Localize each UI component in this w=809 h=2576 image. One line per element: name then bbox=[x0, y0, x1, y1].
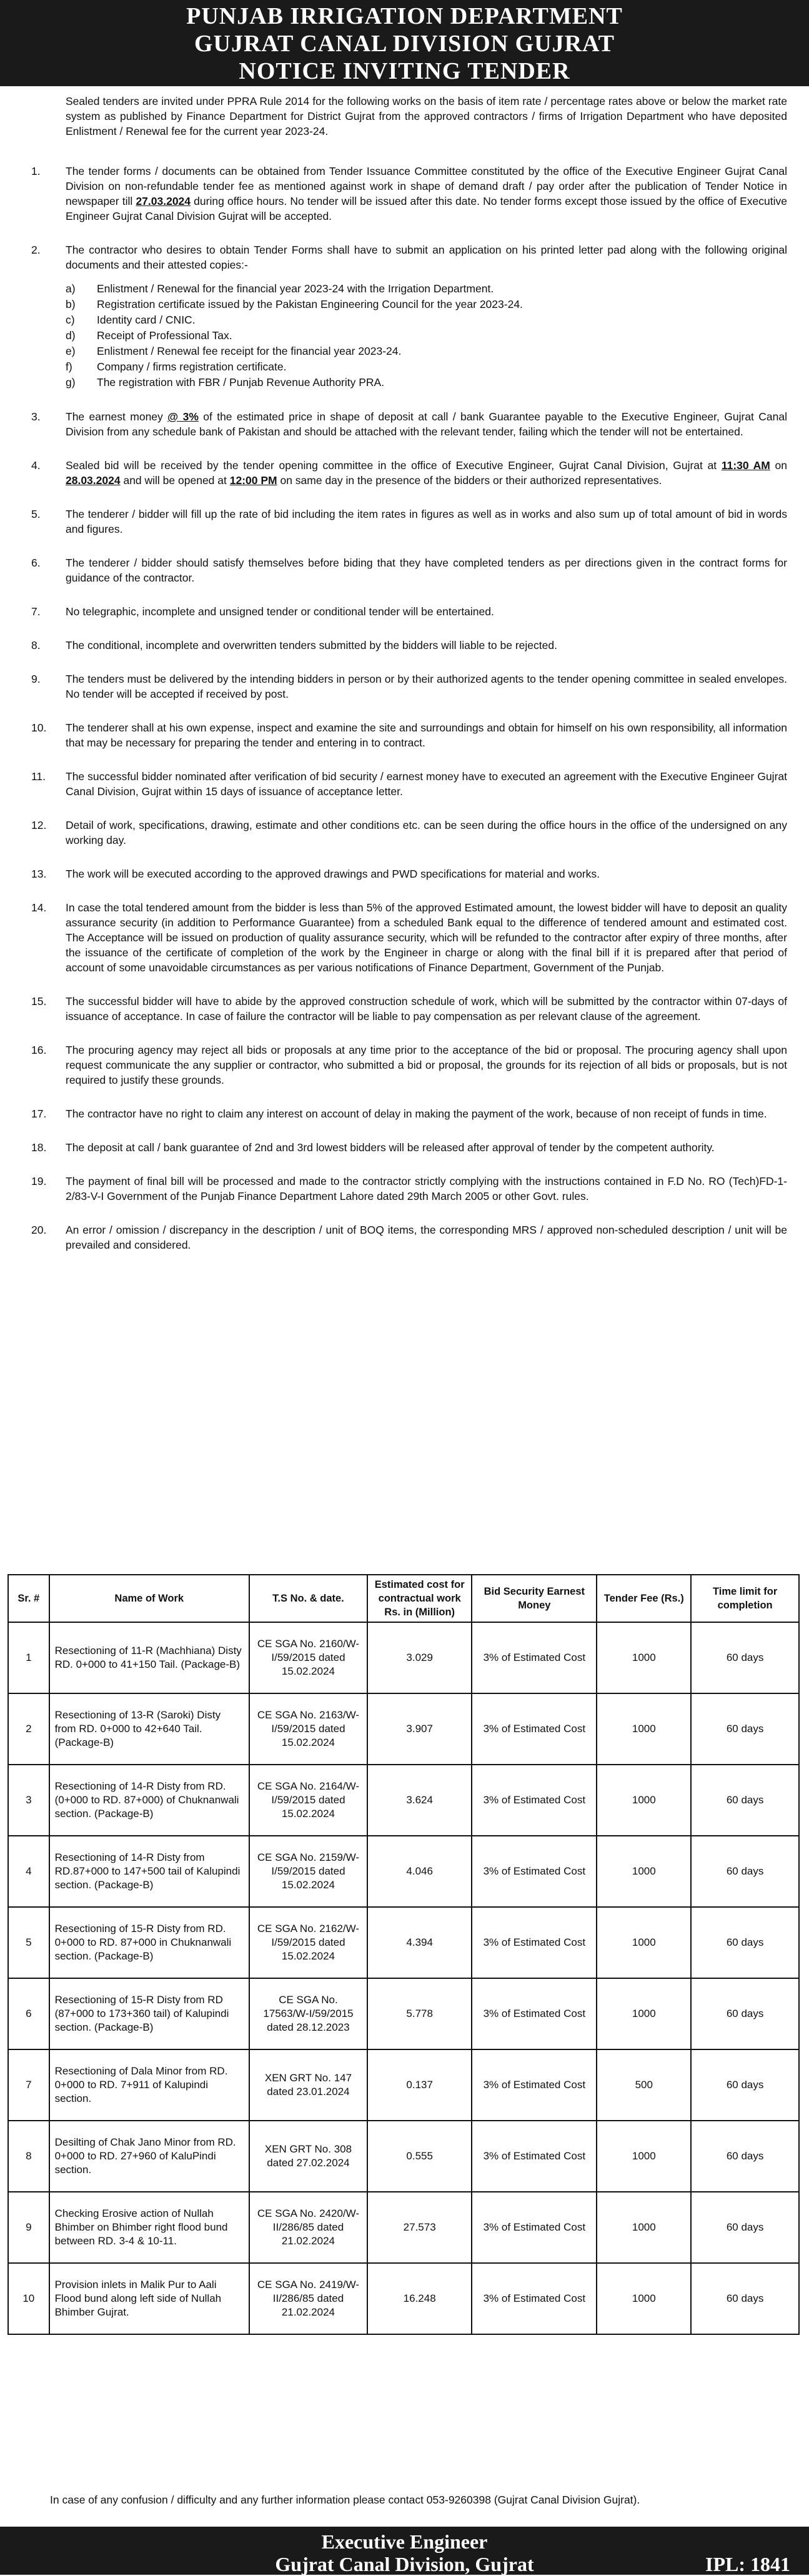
condition-text bbox=[66, 866, 787, 881]
cell-time: 60 days bbox=[691, 1836, 799, 1907]
condition-number: 19. bbox=[31, 1175, 47, 1187]
col-bid-security: Bid Security Earnest Money bbox=[472, 1575, 597, 1622]
document-text: Enlistment / Renewal fee receipt for the financial year 2023-24. bbox=[97, 345, 402, 357]
condition-number: 18. bbox=[31, 1141, 47, 1154]
condition-text bbox=[66, 1140, 787, 1155]
condition-item bbox=[31, 671, 787, 701]
text-span: An error / omission / discrepancy in the description / unit of BOQ items, the corresponding MRS / approved non-scheduled description / unit will be prevailed and considered. bbox=[66, 1224, 787, 1251]
cell-cost: 3.029 bbox=[367, 1622, 472, 1693]
cell-bid: 3% of Estimated Cost bbox=[472, 1622, 597, 1693]
condition-number: 7. bbox=[31, 605, 41, 618]
cell-ts: CE SGA No. 2164/W-I/59/2015 dated 15.02.2024 bbox=[249, 1765, 367, 1836]
cell-ts: CE SGA No. 2159/W-I/59/2015 dated 15.02.2024 bbox=[249, 1836, 367, 1907]
cell-cost: 0.137 bbox=[367, 2049, 472, 2121]
condition-text bbox=[66, 818, 787, 848]
document-letter: c) bbox=[66, 314, 75, 326]
cell-cost: 16.248 bbox=[367, 2263, 472, 2334]
condition-text bbox=[66, 242, 787, 390]
document-letter: g) bbox=[66, 376, 76, 389]
document-text: Enlistment / Renewal for the financial year 2023-24 with the Irrigation Department. bbox=[97, 282, 494, 295]
condition-item bbox=[31, 409, 787, 439]
condition-item bbox=[31, 866, 787, 881]
table-row bbox=[8, 2192, 799, 2263]
underlined-text: 12:00 PM bbox=[229, 474, 277, 487]
condition-text bbox=[66, 409, 787, 439]
cell-name: Resectioning of 15-R Disty from RD (87+000 to 173+360 tail) of Kalupindi section. (Package-B) bbox=[49, 1978, 249, 2049]
cell-fee: 1000 bbox=[597, 2263, 691, 2334]
cell-ts: XEN GRT No. 308 dated 27.02.2024 bbox=[249, 2121, 367, 2192]
text-span: Sealed bid will be received by the tender opening committee in the office of Executive Engineer, Gujrat Canal Division, Gujrat at bbox=[66, 459, 722, 472]
document-item bbox=[66, 359, 787, 375]
condition-number: 1. bbox=[31, 165, 41, 177]
cell-name: Resectioning of 14-R Disty from RD. (0+000 to RD. 87+000) of Chuknanwali section. (Package-B) bbox=[49, 1765, 249, 1836]
condition-text bbox=[66, 720, 787, 750]
cell-sr: 4 bbox=[8, 1836, 49, 1907]
underlined-text: 27.03.2024 bbox=[136, 195, 191, 207]
text-span: The contractor have no right to claim any interest on account of delay in making the payment of the work, because of non receipt of funds in time. bbox=[66, 1107, 767, 1120]
col-tender-fee: Tender Fee (Rs.) bbox=[597, 1575, 691, 1622]
text-span: The tenderer / bidder will fill up the rate of bid including the item rates in figures as well as in works and also sum up of total amount of bid in words and figures. bbox=[66, 508, 787, 535]
cell-fee: 500 bbox=[597, 2049, 691, 2121]
condition-text bbox=[66, 769, 787, 799]
signatory-title: Executive Engineer bbox=[321, 2530, 488, 2553]
document-letter: b) bbox=[66, 298, 76, 310]
cell-sr: 9 bbox=[8, 2192, 49, 2263]
condition-text bbox=[66, 900, 787, 975]
table-header-row bbox=[8, 1575, 799, 1622]
text-span: The tenderer / bidder should satisfy themselves before biding that they have completed tenders as per directions given in the contract forms for guidance of the contractor. bbox=[66, 557, 787, 584]
condition-item bbox=[31, 818, 787, 848]
cell-sr: 1 bbox=[8, 1622, 49, 1693]
cell-ts: XEN GRT No. 147 dated 23.01.2024 bbox=[249, 2049, 367, 2121]
contact-note: In case of any confusion / difficulty and any further information please contact 053-9260398 (Gujrat Canal Division Gujrat). bbox=[50, 2494, 640, 2506]
document-item bbox=[66, 297, 787, 312]
cell-cost: 0.555 bbox=[367, 2121, 472, 2192]
condition-number: 8. bbox=[31, 639, 41, 651]
cell-name: Checking Erosive action of Nullah Bhimber on Bhimber right flood bund between RD. 3-4 & 10-11. bbox=[49, 2192, 249, 2263]
cell-sr: 8 bbox=[8, 2121, 49, 2192]
condition-text bbox=[66, 555, 787, 585]
cell-fee: 1000 bbox=[597, 1622, 691, 1693]
cell-fee: 1000 bbox=[597, 1693, 691, 1765]
condition-text bbox=[66, 458, 787, 488]
text-span: Detail of work, specifications, drawing, estimate and other conditions etc. can be seen during the office hours in the office of the undersigned on any working day. bbox=[66, 819, 787, 846]
condition-text bbox=[66, 1222, 787, 1252]
text-span: The tender forms / documents can be obtained from Tender Issuance Committee constituted by the office of the Executive Engineer Gujrat Canal Division on non-refundable tender fee as mentioned against work in shape of demand draft / pay order after the publication of Tender Notice in newspaper till bbox=[66, 165, 787, 207]
condition-number: 2. bbox=[31, 244, 41, 256]
cell-name: Provision inlets in Malik Pur to Aali Flood bund along left side of Nullah Bhimber Gujrat. bbox=[49, 2263, 249, 2334]
document-letter: f) bbox=[66, 360, 72, 373]
condition-item bbox=[31, 900, 787, 975]
signatory-office: Gujrat Canal Division, Gujrat bbox=[275, 2553, 534, 2575]
text-span: during office hours. No tender will be issued after this date. No tender forms except those issued by the office of Executive Engineer Gujrat Canal Division Gujrat will be accepted. bbox=[66, 195, 787, 222]
text-span: In case the total tendered amount from the bidder is less than 5% of the approved Estimated amount, the lowest bidder will have to deposit an quality assurance security (in addition to Performance Guarantee) from a scheduled Bank equal to the difference of tendered amount and estimated cost. The Acceptance will be issued on production of quality assurance security, which will be refunded to the contractor after expiry of three months, after the issuance of the certificate of completion of the work by the Engineer in charge or along with the final bill if it is prepared after that period of account of some unavoidable circumstances as per various notifications of Finance Department, Government of the Punjab. bbox=[66, 901, 787, 974]
document-item bbox=[66, 344, 787, 359]
condition-item bbox=[31, 1140, 787, 1155]
document-letter: d) bbox=[66, 329, 76, 342]
text-span: The deposit at call / bank guarantee of 2nd and 3rd lowest bidders will be released after approval of tender by the competent authority. bbox=[66, 1141, 715, 1154]
condition-text bbox=[66, 994, 787, 1024]
cell-time: 60 days bbox=[691, 2263, 799, 2334]
underlined-text: 11:30 AM bbox=[721, 459, 770, 472]
condition-number: 5. bbox=[31, 508, 41, 520]
document-text: Receipt of Professional Tax. bbox=[97, 329, 232, 342]
cell-bid: 3% of Estimated Cost bbox=[472, 2049, 597, 2121]
notice-header bbox=[0, 0, 809, 86]
text-span: The tenders must be delivered by the intending bidders in person or by their authorized agents to the tender opening committee in sealed envelopes. No tender will be accepted if received by post. bbox=[66, 673, 787, 700]
document-letter: e) bbox=[66, 345, 76, 357]
cell-time: 60 days bbox=[691, 1765, 799, 1836]
condition-item bbox=[31, 604, 787, 619]
condition-number: 12. bbox=[31, 819, 47, 831]
cell-fee: 1000 bbox=[597, 1978, 691, 2049]
col-ts-no: T.S No. & date. bbox=[249, 1575, 367, 1622]
text-span: The earnest money bbox=[66, 410, 168, 423]
cell-cost: 3.907 bbox=[367, 1693, 472, 1765]
cell-cost: 3.624 bbox=[367, 1765, 472, 1836]
cell-fee: 1000 bbox=[597, 2192, 691, 2263]
document-text: Identity card / CNIC. bbox=[97, 314, 196, 326]
condition-item bbox=[31, 769, 787, 799]
cell-ts: CE SGA No. 17563/W-I/59/2015 dated 28.12.2023 bbox=[249, 1978, 367, 2049]
text-span: The successful bidder nominated after verification of bid security / earnest money have to executed an agreement with the Executive Engineer Gujrat Canal Division, Gujrat within 15 days of issuance of acceptance letter. bbox=[66, 770, 787, 798]
table-body bbox=[8, 1622, 799, 2334]
condition-item bbox=[31, 507, 787, 537]
condition-number: 10. bbox=[31, 721, 47, 734]
underlined-text: 28.03.2024 bbox=[66, 474, 121, 487]
department-title: PUNJAB IRRIGATION DEPARTMENT bbox=[186, 3, 623, 29]
document-text: Registration certificate issued by the Pakistan Engineering Council for the year 2023-24. bbox=[97, 298, 523, 310]
cell-sr: 3 bbox=[8, 1765, 49, 1836]
text-span: on bbox=[770, 459, 787, 472]
col-name-of-work: Name of Work bbox=[49, 1575, 249, 1622]
cell-bid: 3% of Estimated Cost bbox=[472, 1907, 597, 1978]
notice-title: NOTICE INVITING TENDER bbox=[239, 58, 570, 84]
cell-bid: 3% of Estimated Cost bbox=[472, 2263, 597, 2334]
condition-number: 11. bbox=[31, 770, 46, 783]
text-span: on same day in the presence of the bidders or their authorized representatives. bbox=[277, 474, 662, 487]
text-span: The successful bidder will have to abide by the approved construction schedule of work, which will be submitted by the contractor within 07-days of issuance of acceptance. In case of failure the contractor will be liable to pay compensation as per relevant clause of the agreement. bbox=[66, 995, 787, 1023]
condition-item bbox=[31, 555, 787, 585]
table-row bbox=[8, 1622, 799, 1693]
cell-sr: 7 bbox=[8, 2049, 49, 2121]
condition-item bbox=[31, 638, 787, 653]
condition-text bbox=[66, 164, 787, 224]
ipl-number: IPL: 1841 bbox=[705, 2553, 790, 2575]
cell-name: Desilting of Chak Jano Minor from RD. 0+000 to RD. 27+960 of KaluPindi section. bbox=[49, 2121, 249, 2192]
cell-ts: CE SGA No. 2162/W-I/59/2015 dated 15.02.2024 bbox=[249, 1907, 367, 1978]
condition-number: 20. bbox=[31, 1224, 47, 1236]
text-span: The tenderer shall at his own expense, inspect and examine the site and surroundings and obtain for himself on his own responsibility, all information that may be necessary for preparing the tender and entering in to contract. bbox=[66, 721, 787, 749]
condition-item bbox=[31, 164, 787, 224]
document-text: The registration with FBR / Punjab Revenue Authority PRA. bbox=[97, 376, 385, 389]
table-row bbox=[8, 2263, 799, 2334]
cell-cost: 4.046 bbox=[367, 1836, 472, 1907]
condition-number: 17. bbox=[31, 1107, 47, 1120]
text-span: and will be opened at bbox=[120, 474, 230, 487]
text-span: The procuring agency may reject all bids or proposals at any time prior to the acceptance of the bid or proposal. The procuring agency shall upon request communicate the any supplier or contractor, who submitted a bid or proposal, the grounds for its rejection of all bids or proposals, but is not required to justify these grounds. bbox=[66, 1044, 787, 1086]
cell-sr: 6 bbox=[8, 1978, 49, 2049]
cell-bid: 3% of Estimated Cost bbox=[472, 2121, 597, 2192]
condition-text bbox=[66, 671, 787, 701]
signature-footer bbox=[0, 2527, 809, 2575]
cell-cost: 5.778 bbox=[367, 1978, 472, 2049]
document-item bbox=[66, 328, 787, 344]
cell-cost: 27.573 bbox=[367, 2192, 472, 2263]
col-estimated-cost: Estimated cost for contractual work Rs. in (Million) bbox=[367, 1575, 472, 1622]
conditions-list bbox=[31, 164, 787, 1252]
condition-item bbox=[31, 720, 787, 750]
cell-name: Resectioning of Dala Minor from RD. 0+000 to RD. 7+911 of Kalupindi section. bbox=[49, 2049, 249, 2121]
cell-fee: 1000 bbox=[597, 2121, 691, 2192]
cell-name: Resectioning of 15-R Disty from RD. 0+000 to RD. 87+000 in Chuknanwali section. (Package-B) bbox=[49, 1907, 249, 1978]
text-span: The conditional, incomplete and overwritten tenders submitted by the bidders will liable to be rejected. bbox=[66, 639, 557, 651]
cell-bid: 3% of Estimated Cost bbox=[472, 1693, 597, 1765]
condition-text bbox=[66, 1174, 787, 1204]
table-row bbox=[8, 1693, 799, 1765]
cell-time: 60 days bbox=[691, 1907, 799, 1978]
condition-text bbox=[66, 638, 787, 653]
table-row bbox=[8, 1765, 799, 1836]
col-sr: Sr. # bbox=[8, 1575, 49, 1622]
text-span: of the estimated price in shape of deposit at call / bank Guarantee payable to the Executive Engineer, Gujrat Canal Division from any schedule bank of Pakistan and should be attached with the relevant tender, failing which the tender will not be entertained. bbox=[66, 410, 788, 438]
notice-body bbox=[31, 94, 787, 1271]
cell-fee: 1000 bbox=[597, 1836, 691, 1907]
cell-sr: 5 bbox=[8, 1907, 49, 1978]
works-table bbox=[7, 1574, 800, 2335]
underlined-text: @ 3% bbox=[167, 410, 199, 423]
text-span: The payment of final bill will be processed and made to the contractor strictly complying with the instructions contained in F.D No. RO (Tech)FD-1-2/83-V-I Government of the Punjab Finance Department Lahore dated 29th March 2005 or other Govt. rules. bbox=[66, 1175, 787, 1202]
cell-time: 60 days bbox=[691, 2192, 799, 2263]
cell-cost: 4.394 bbox=[367, 1907, 472, 1978]
cell-ts: CE SGA No. 2163/W-I/59/2015 dated 15.02.2024 bbox=[249, 1693, 367, 1765]
condition-number: 14. bbox=[31, 901, 47, 914]
cell-sr: 2 bbox=[8, 1693, 49, 1765]
condition-item bbox=[31, 1174, 787, 1204]
table-row bbox=[8, 1836, 799, 1907]
condition-number: 4. bbox=[31, 459, 41, 472]
table-row bbox=[8, 2049, 799, 2121]
cell-fee: 1000 bbox=[597, 1907, 691, 1978]
col-time-limit: Time limit for completion bbox=[691, 1575, 799, 1622]
condition-number: 15. bbox=[31, 995, 47, 1008]
cell-bid: 3% of Estimated Cost bbox=[472, 1765, 597, 1836]
document-item bbox=[66, 281, 787, 297]
document-item bbox=[66, 312, 787, 328]
table-row bbox=[8, 1907, 799, 1978]
condition-item bbox=[31, 1106, 787, 1121]
cell-time: 60 days bbox=[691, 1978, 799, 2049]
document-letter: a) bbox=[66, 282, 76, 295]
condition-item bbox=[31, 1043, 787, 1087]
condition-text bbox=[66, 507, 787, 537]
cell-name: Resectioning of 14-R Disty from RD.87+000 to 147+500 tail of Kalupindi section. (Package-B) bbox=[49, 1836, 249, 1907]
cell-bid: 3% of Estimated Cost bbox=[472, 1836, 597, 1907]
condition-text bbox=[66, 1106, 787, 1121]
cell-ts: CE SGA No. 2160/W-I/59/2015 dated 15.02.2024 bbox=[249, 1622, 367, 1693]
required-documents-list bbox=[66, 281, 787, 390]
condition-item bbox=[31, 242, 787, 390]
cell-time: 60 days bbox=[691, 2049, 799, 2121]
cell-sr: 10 bbox=[8, 2263, 49, 2334]
cell-name: Resectioning of 11-R (Machhiana) Disty RD. 0+000 to 41+150 Tail. (Package-B) bbox=[49, 1622, 249, 1693]
table-row bbox=[8, 1978, 799, 2049]
cell-time: 60 days bbox=[691, 2121, 799, 2192]
condition-item bbox=[31, 994, 787, 1024]
document-item bbox=[66, 375, 787, 390]
condition-number: 3. bbox=[31, 410, 41, 423]
cell-ts: CE SGA No. 2420/W-II/286/85 dated 21.02.2024 bbox=[249, 2192, 367, 2263]
condition-text bbox=[66, 1043, 787, 1087]
condition-item bbox=[31, 1222, 787, 1252]
table-row bbox=[8, 2121, 799, 2192]
condition-text bbox=[66, 604, 787, 619]
cell-bid: 3% of Estimated Cost bbox=[472, 1978, 597, 2049]
document-text: Company / firms registration certificate. bbox=[97, 360, 287, 373]
condition-number: 9. bbox=[31, 673, 41, 685]
cell-time: 60 days bbox=[691, 1693, 799, 1765]
condition-number: 6. bbox=[31, 557, 41, 569]
division-title: GUJRAT CANAL DIVISION GUJRAT bbox=[194, 31, 615, 57]
condition-number: 16. bbox=[31, 1044, 47, 1056]
condition-item bbox=[31, 458, 787, 488]
text-span: The work will be executed according to the approved drawings and PWD specifications for material and works. bbox=[66, 868, 600, 880]
text-span: The contractor who desires to obtain Tender Forms shall have to submit an application on his printed letter pad along with the following original documents and their attested copies:- bbox=[66, 244, 787, 271]
cell-time: 60 days bbox=[691, 1622, 799, 1693]
cell-name: Resectioning of 13-R (Saroki) Disty from RD. 0+000 to 42+640 Tail. (Package-B) bbox=[49, 1693, 249, 1765]
cell-fee: 1000 bbox=[597, 1765, 691, 1836]
intro-paragraph: Sealed tenders are invited under PPRA Rule 2014 for the following works on the basis of item rate / percentage rates above or below the market rate system as published by Finance Department for District Gujrat from the approved contractors / firms of Irrigation Department who have deposited Enlistment / Renewal fee for the current year 2023-24. bbox=[66, 95, 787, 137]
cell-bid: 3% of Estimated Cost bbox=[472, 2192, 597, 2263]
text-span: No telegraphic, incomplete and unsigned tender or conditional tender will be entertained. bbox=[66, 605, 494, 618]
condition-number: 13. bbox=[31, 868, 47, 880]
cell-ts: CE SGA No. 2419/W-II/286/85 dated 21.02.2024 bbox=[249, 2263, 367, 2334]
